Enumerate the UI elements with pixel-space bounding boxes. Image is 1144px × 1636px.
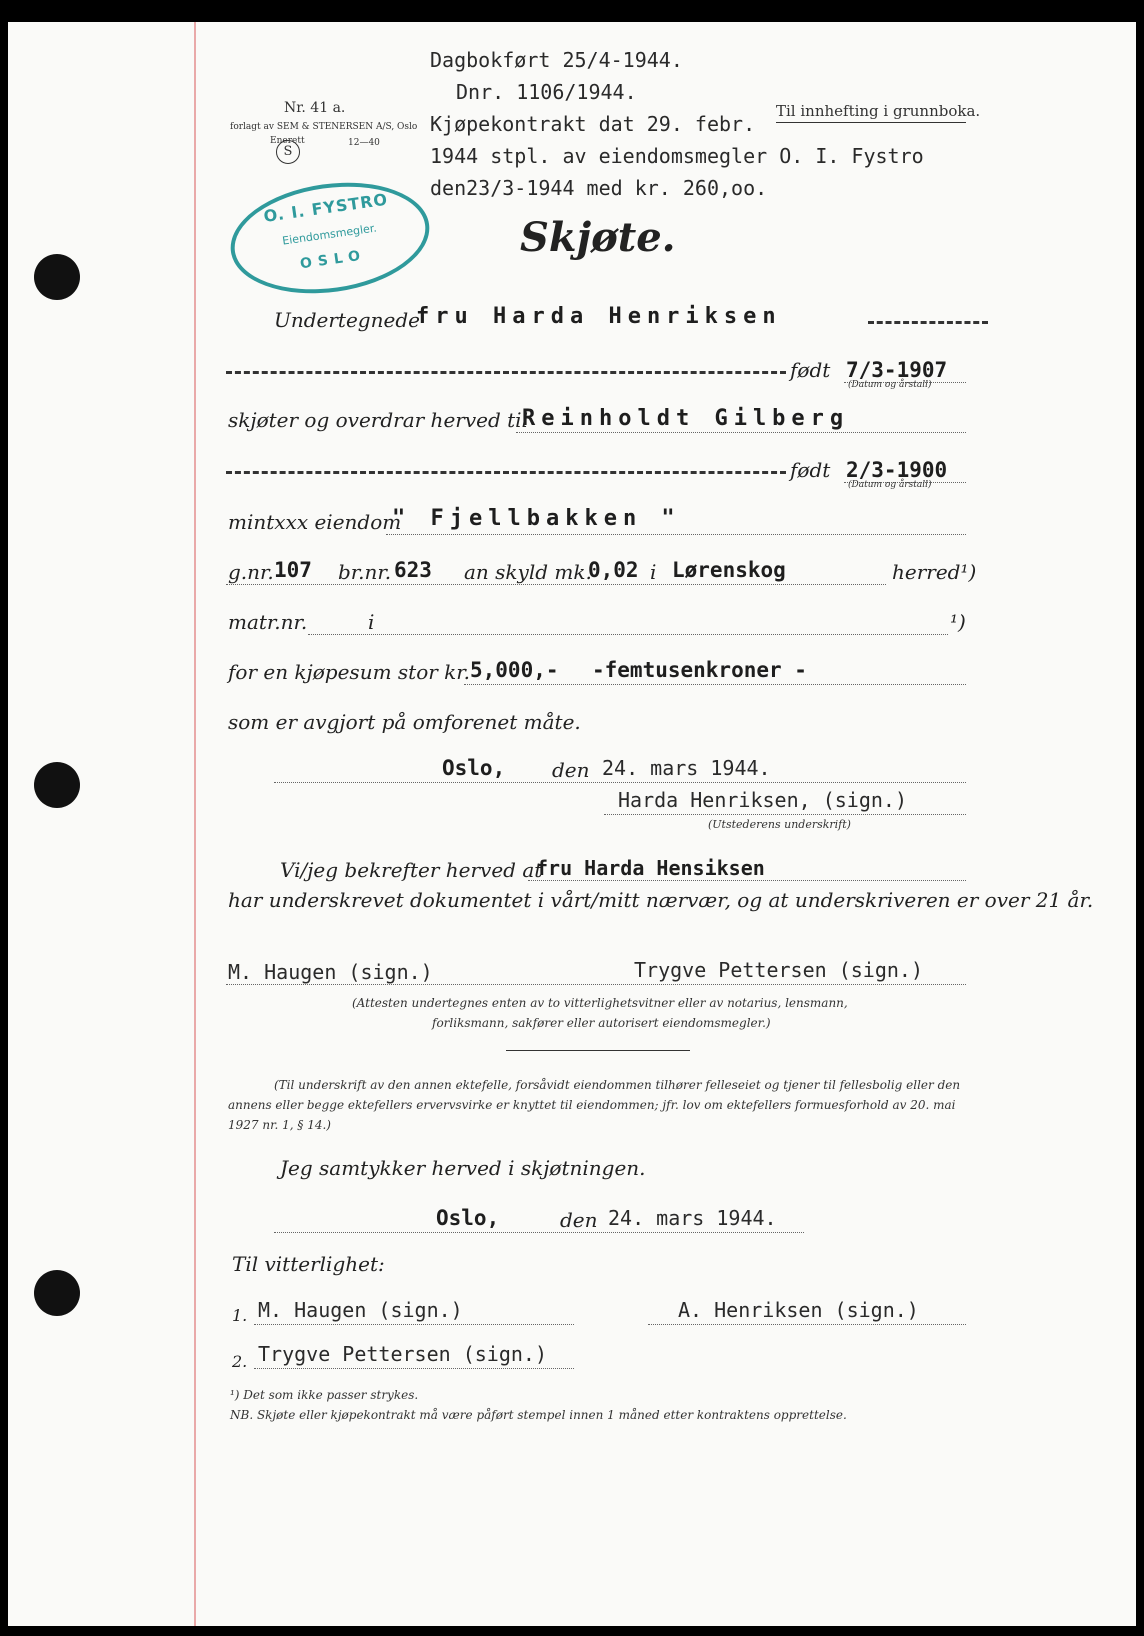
form-number: Nr. 41 a. [284, 100, 346, 116]
spouse-note-3: 1927 nr. 1, § 14.) [228, 1118, 331, 1132]
price-in-words: -femtusenkroner - [592, 658, 807, 682]
registration-line-5: den23/3-1944 med kr. 260,oo. [430, 176, 768, 200]
binder-hole [34, 762, 80, 808]
label-price: for en kjøpesum stor kr. [228, 660, 471, 684]
attestation-note-2: forliksmann, sakfører eller autorisert eiendomsmegler.) [432, 1016, 771, 1030]
brnr-value: 623 [394, 558, 432, 582]
label-skyld: an skyld mk. [464, 560, 592, 584]
gnr-value: 107 [274, 558, 312, 582]
fill-dashes [226, 471, 786, 474]
spouse-place: Oslo, [436, 1206, 500, 1230]
footnote-1: ¹) Det som ikke passer strykes. [230, 1388, 419, 1402]
skyld-value: 0,02 [588, 558, 639, 582]
witness-2: Trygve Pettersen (sign.) [634, 958, 923, 982]
label-date-year: (Datum og årstall) [848, 480, 932, 490]
fill-dashes [226, 371, 786, 374]
registration-line-1: Dagbokført 25/4-1944. [430, 48, 683, 72]
label-herred: herred¹) [892, 560, 977, 584]
underline [386, 534, 966, 535]
label-matr: matr.nr. [228, 610, 308, 634]
label-issuer-signature: (Utstederens underskrift) [708, 818, 851, 831]
spouse-note-1: (Til underskrift av den annen ektefelle, forsåvidt eiendommen tilhører felleseiet og tjener til fellesbolig eller den [274, 1078, 961, 1092]
spouse-date: 24. mars 1944. [608, 1206, 777, 1230]
section-divider [506, 1050, 690, 1051]
label-date-year: (Datum og årstall) [848, 380, 932, 390]
file-note: Til innhefting i grunnboka. [776, 102, 981, 120]
registration-line-4: 1944 stpl. av eiendomsmegler O. I. Fystro [430, 144, 924, 168]
fill-dashes [868, 321, 988, 324]
spouse-note-2: annens eller begge ektefellers ervervsvirke er knyttet til eiendommen; jfr. lov om ektefellers formuesforhold av 20. mai [228, 1098, 956, 1112]
date: 24. mars 1944. [602, 756, 771, 780]
place: Oslo, [442, 756, 506, 780]
underline [528, 880, 966, 881]
label-born: født [790, 358, 831, 382]
witness-number-2: 2. [232, 1352, 248, 1371]
spouse-signature: A. Henriksen (sign.) [678, 1298, 919, 1322]
label-transfer: skjøter og overdrar herved til [228, 408, 528, 432]
label-settled: som er avgjort på omforenet måte. [228, 710, 581, 734]
price-value: 5,000,- [470, 658, 559, 682]
underline [516, 432, 966, 433]
buyer-birthdate: 2/3-1900 [846, 458, 948, 482]
label-undersigned: Undertegnede [274, 308, 420, 332]
label-den: den [552, 758, 590, 782]
property-name: " Fjellbakken " [392, 506, 681, 531]
seller-birthdate: 7/3-1907 [846, 358, 948, 382]
label-brnr: br.nr. [338, 560, 392, 584]
binder-hole [34, 1270, 80, 1316]
attested-signer: fru Harda Hensiksen [536, 856, 765, 880]
spouse-witness-1: M. Haugen (sign.) [258, 1298, 463, 1322]
label-property: mintxxx eiendom [228, 510, 402, 534]
spouse-witness-2: Trygve Pettersen (sign.) [258, 1342, 547, 1366]
underline [254, 1368, 574, 1369]
witness-1: M. Haugen (sign.) [228, 960, 433, 984]
underline [274, 1232, 804, 1233]
label-confirm: Vi/jeg bekrefter herved at [280, 858, 543, 882]
stamp-name: O. I. FYSTRO [262, 189, 390, 226]
publisher-logo-icon: S [276, 140, 300, 164]
label-witness: Til vitterlighet: [232, 1252, 385, 1276]
enerett: Enerett [270, 136, 305, 146]
confirm-text: har underskrevet dokumentet i vårt/mitt nærvær, og at underskriveren er over 21 år. [228, 888, 1094, 912]
binder-hole [34, 254, 80, 300]
file-note-underline [776, 122, 966, 123]
margin-rule [194, 22, 196, 1626]
attestation-note-1: (Attesten undertegnes enten av to vitterlighetsvitner eller av notarius, lensmann, [352, 996, 848, 1010]
underline [274, 782, 966, 783]
registration-line-2: Dnr. 1106/1944. [456, 80, 637, 104]
underline [308, 634, 948, 635]
stamp-city: OSLO [299, 247, 368, 273]
footnote-2: NB. Skjøte eller kjøpekontrakt må være påført stempel innen 1 måned etter kontraktens opprettelse. [230, 1408, 847, 1422]
publisher: forlagt av SEM & STENERSEN A/S, Oslo [230, 122, 418, 132]
print-code: 12—40 [348, 138, 380, 148]
consent-text: Jeg samtykker herved i skjøtningen. [280, 1156, 646, 1180]
underline [226, 984, 966, 985]
document-page [8, 22, 1136, 1626]
label-gnr: g.nr. [228, 560, 274, 584]
footnote-mark: ¹) [950, 610, 966, 634]
registration-line-3: Kjøpekontrakt dat 29. febr. [430, 112, 756, 136]
municipality: Lørenskog [672, 558, 786, 582]
witness-number-1: 1. [232, 1306, 248, 1325]
label-born: født [790, 458, 831, 482]
stamp-title: Eiendomsmegler. [281, 221, 378, 248]
seller-name: fru Harda Henriksen [416, 304, 782, 329]
underline [226, 584, 886, 585]
underline [254, 1324, 574, 1325]
label-matr-in: i [368, 610, 375, 634]
buyer-name: Reinholdt Gilberg [522, 406, 850, 431]
underline [648, 1324, 966, 1325]
label-den: den [560, 1208, 598, 1232]
issuer-signature: Harda Henriksen, (sign.) [618, 788, 907, 812]
document-title: Skjøte. [520, 214, 676, 261]
label-in: i [650, 560, 657, 584]
agent-stamp [223, 171, 436, 306]
underline [464, 684, 966, 685]
underline [604, 814, 966, 815]
